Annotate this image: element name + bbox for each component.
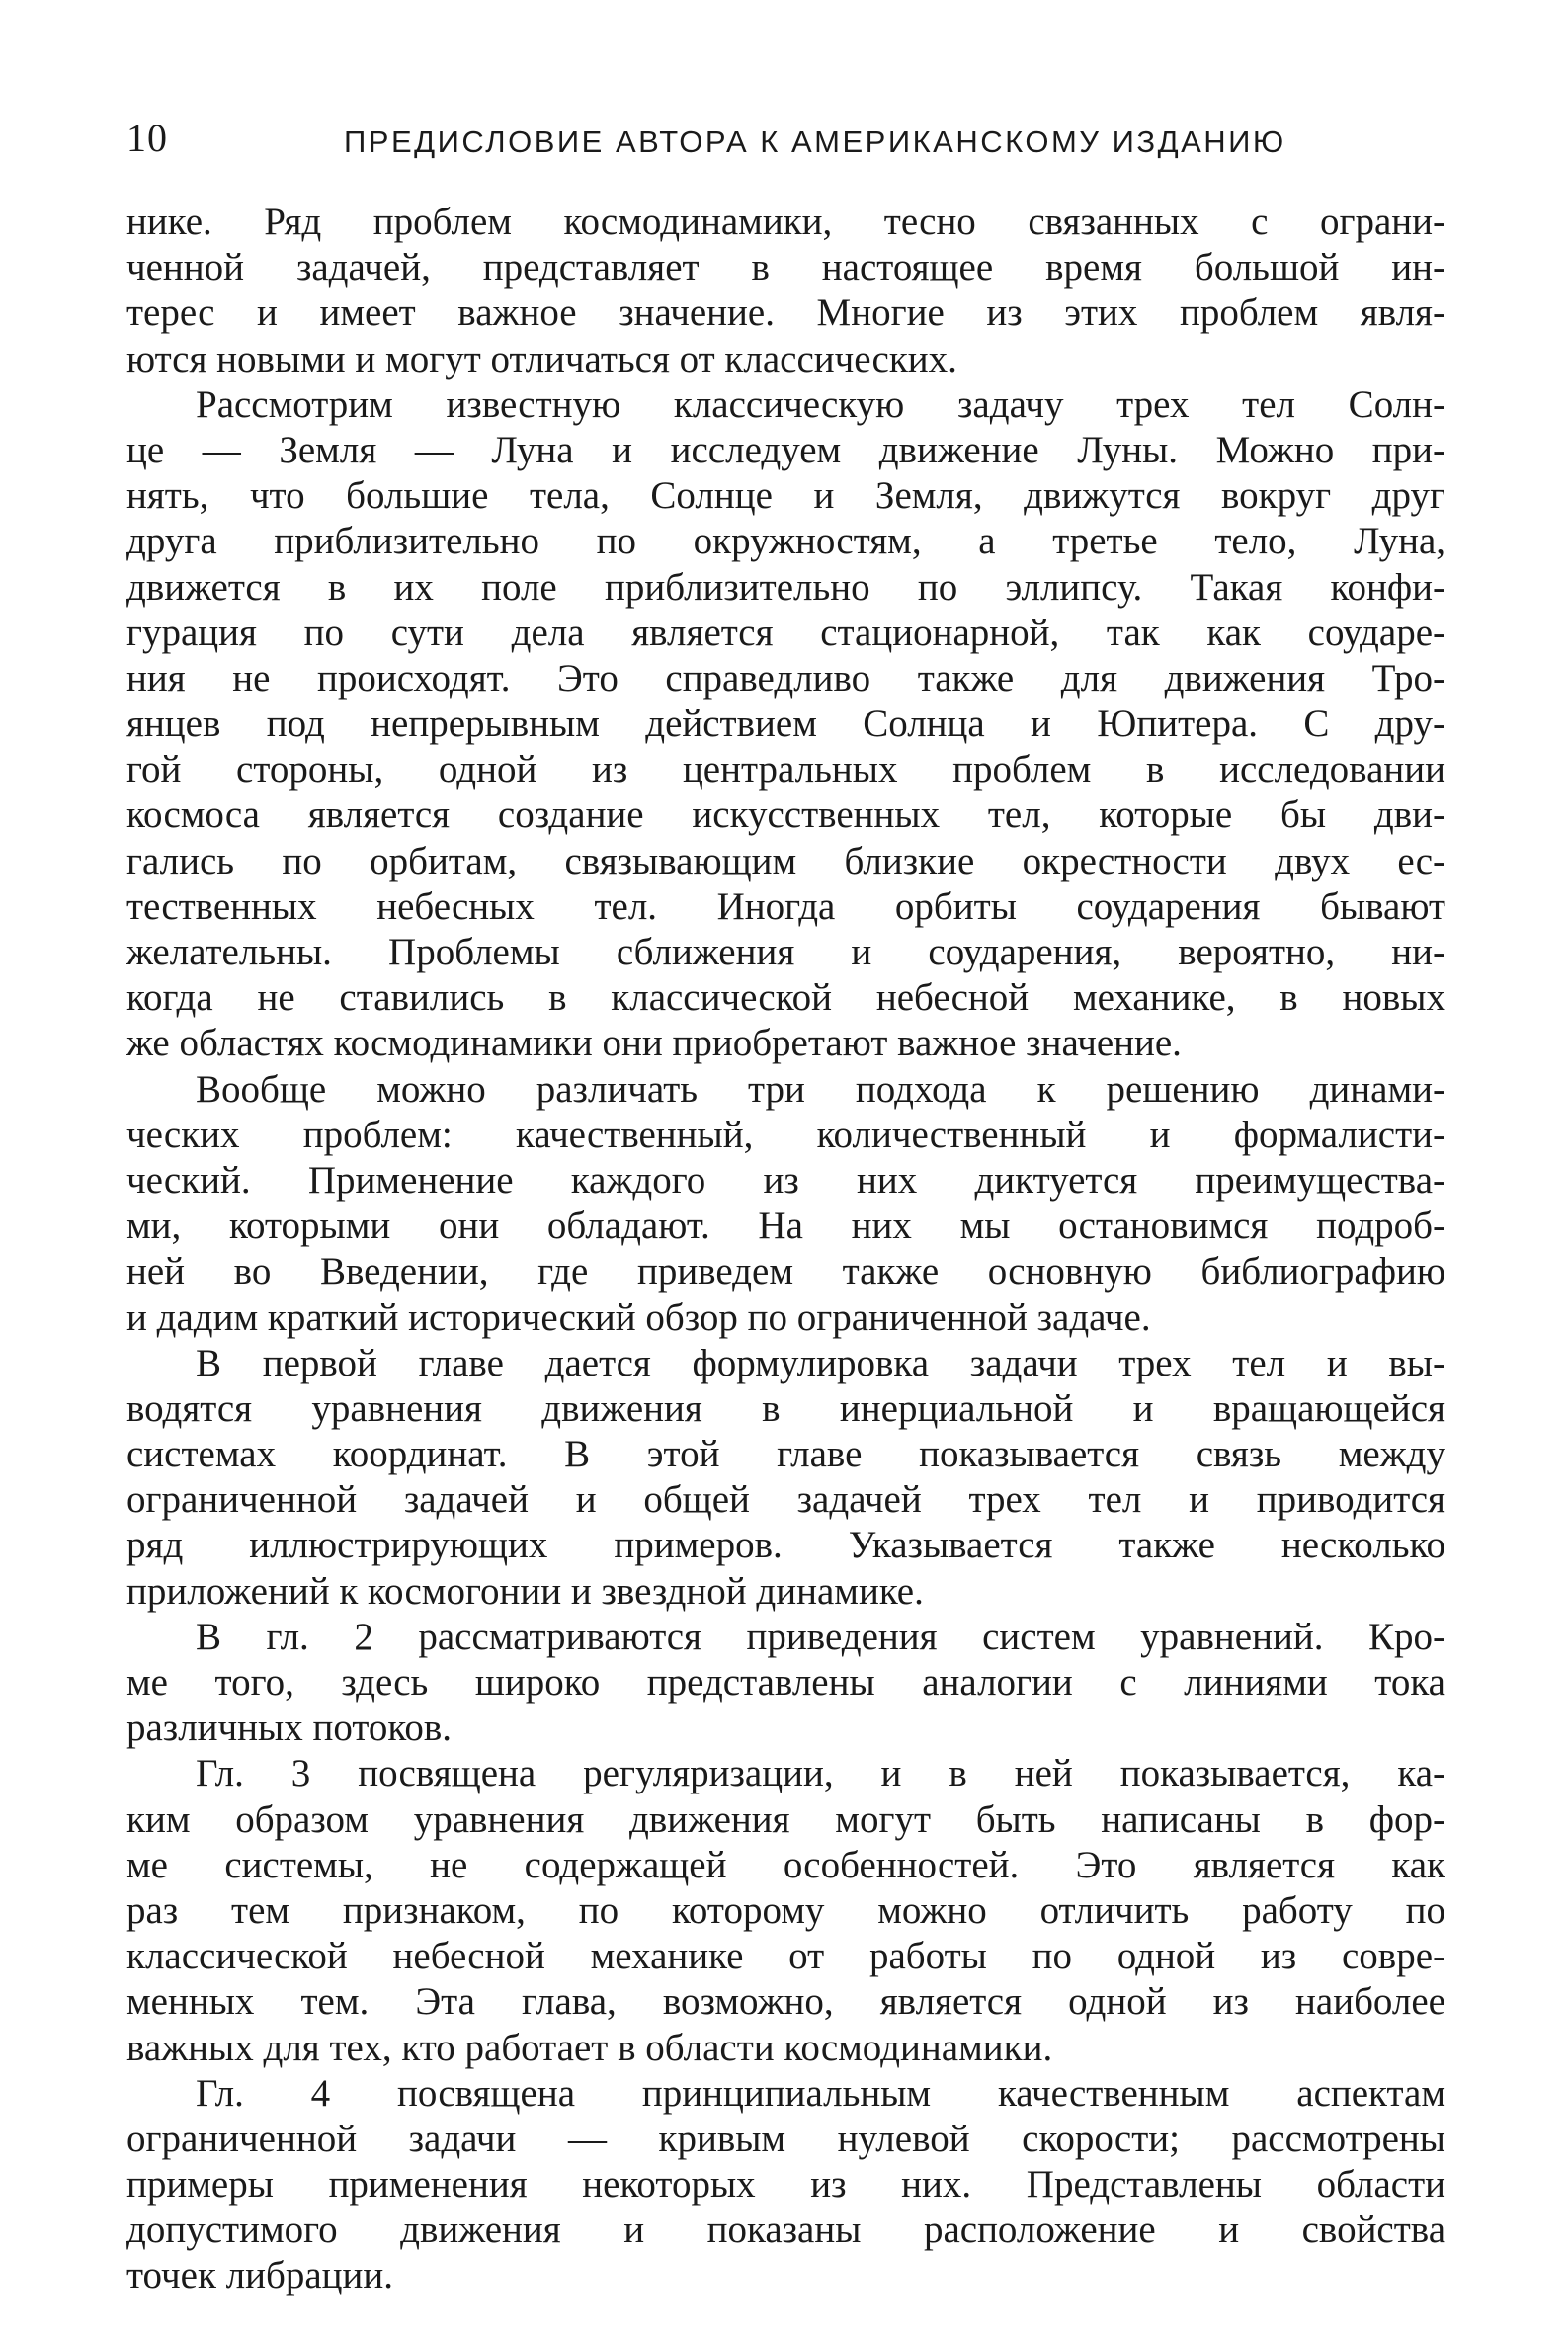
text-line: когда не ставились в классической небесной механике, в новых	[126, 976, 1445, 1020]
text-line: системах координат. В этой главе показывается связь между	[126, 1433, 1445, 1476]
text-line: нике. Ряд проблем космодинамики, тесно связанных с ограни-	[126, 201, 1445, 243]
text-line: Вообще можно различать три подхода к решению динами-	[196, 1067, 1445, 1111]
text-line: янцев под непрерывным действием Солнца и Юпитера. С дру-	[126, 703, 1445, 746]
text-line: космоса является создание искусственных тел, которые бы дви-	[126, 793, 1445, 837]
text-line: водятся уравнения движения в инерциальной и вращающейся	[126, 1386, 1445, 1430]
text-line: важных для тех, кто работает в области космодинамики.	[126, 2026, 1053, 2069]
text-line: В гл. 2 рассматриваются приведения систем уравнений. Кро-	[196, 1615, 1445, 1658]
text-line: ме того, здесь широко представлены аналогии с линиями тока	[126, 1661, 1445, 1704]
text-line: допустимого движения и показаны расположение и свойства	[126, 2209, 1445, 2252]
text-line: нять, что большие тела, Солнце и Земля, движутся вокруг друг	[126, 474, 1445, 518]
text-line: гой стороны, одной из центральных проблем в исследовании	[126, 748, 1445, 792]
text-line: ряд иллюстрирующих примеров. Указывается также несколько	[126, 1524, 1445, 1567]
text-line: ограниченной задачей и общей задачей трех тел и приводится	[126, 1478, 1445, 1522]
text-line: приложений к космогонии и звездной динамике.	[126, 1569, 924, 1613]
text-line: примеры применения некоторых из них. Представлены области	[126, 2163, 1445, 2207]
text-line: терес и имеет важное значение. Многие из этих проблем явля-	[126, 292, 1445, 335]
text-line: ме системы, не содержащей особенностей. Это является как	[126, 1843, 1445, 1886]
text-line: менных тем. Эта глава, возможно, является одной из наиболее	[126, 1980, 1445, 2024]
text-line: Гл. 3 посвящена регуляризации, и в ней показывается, ка-	[196, 1752, 1445, 1795]
text-line: различных потоков.	[126, 1707, 453, 1750]
text-line: В первой главе дается формулировка задачи трех тел и вы-	[196, 1341, 1445, 1384]
text-line: точек либрации.	[126, 2254, 393, 2297]
body-text	[126, 200, 1445, 2299]
text-line: гались по орбитам, связывающим близкие окрестности двух ес-	[126, 839, 1445, 882]
text-line: ми, которыми они обладают. На них мы остановимся подроб-	[126, 1205, 1445, 1248]
text-line: ются новыми и могут отличаться от классических.	[126, 337, 957, 380]
text-line: гурация по сути дела является стационарной, так как соударе-	[126, 611, 1445, 654]
text-line: ческий. Применение каждого из них диктуется преимущества-	[126, 1158, 1445, 1202]
page-header	[126, 115, 1445, 174]
text-line: ния не происходят. Это справедливо также для движения Тро-	[126, 656, 1445, 700]
text-line: раз тем признаком, по которому можно отличить работу по	[126, 1888, 1445, 1932]
text-line: желательны. Проблемы сближения и соударения, вероятно, ни-	[126, 931, 1445, 973]
text-line: ческих проблем: качественный, количественный и формалисти-	[126, 1113, 1445, 1156]
text-line: тественных небесных тел. Иногда орбиты соударения бывают	[126, 884, 1445, 928]
text-line: Рассмотрим известную классическую задачу трех тел Солн-	[196, 382, 1445, 426]
text-line: ней во Введении, где приведем также основную библиографию	[126, 1250, 1445, 1293]
text-line: и дадим краткий исторический обзор по ограниченной задаче.	[126, 1295, 1151, 1339]
text-line: движется в их поле приблизительно по эллипсу. Такая конфи-	[126, 565, 1445, 609]
text-line: Гл. 4 посвящена принципиальным качественным аспектам	[196, 2071, 1445, 2115]
text-line: же областях космодинамики они приобретают важное значение.	[126, 1022, 1182, 1065]
text-line: ограниченной задачи — кривым нулевой скорости; рассмотрены	[126, 2117, 1445, 2160]
text-line: ченной задачей, представляет в настоящее время большой ин-	[126, 246, 1445, 290]
page-number: 10	[126, 116, 168, 160]
text-line: друга приблизительно по окружностям, а третье тело, Луна,	[126, 520, 1445, 563]
text-line: це — Земля — Луна и исследуем движение Луны. Можно при-	[126, 428, 1445, 471]
running-title: ПРЕДИСЛОВИЕ АВТОРА К АМЕРИКАНСКОМУ ИЗДАНИЮ	[344, 125, 1286, 159]
text-line: ким образом уравнения движения могут быть написаны в фор-	[126, 1797, 1445, 1841]
text-line: классической небесной механике от работы по одной из совре-	[126, 1935, 1445, 1978]
